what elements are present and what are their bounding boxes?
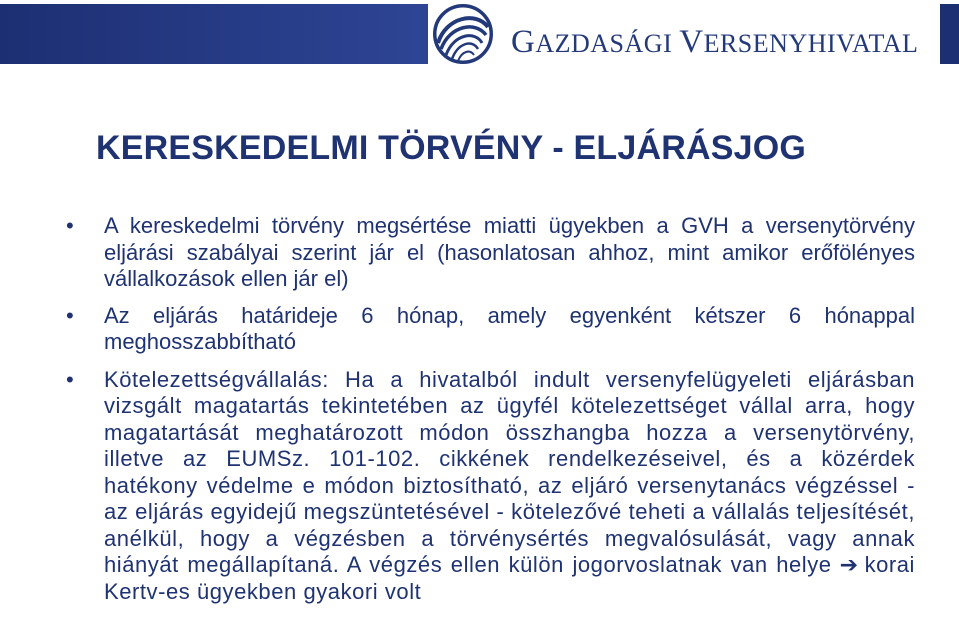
bullet-text: Kötelezettségvállalás: Ha a hivatalból indult versenyfelügyeleti eljárásban vizsgált magatartás tekintetében az ügyfél kötelezettséget vállal arra, hogy magatartását meghatározott módon összhangba hozza a versenytörvény, illetve az EUMSz. 101-102. cikkének rendelkezéseivel, és a közérdek hatékony védelme e módon biztosítható, az eljáró versenytanács végzéssel - az eljárás egyidejű megszüntetésével - kötelezővé teheti a vállalás teljesítését, anélkül, hogy a végzésben a törvénysértés megvalósulását, vagy annak hiányát megállapítaná. A végzés ellen külön jogorvoslatnak van helye <box>104 366 915 577</box>
bullet-text: A kereskedelmi törvény megsértése miatti ügyekben a GVH a versenytörvény eljárási szabályai szerint jár el (hasonlatosan ahhoz, mint amikor erőfölényes vállalkozások ellen jár el) <box>104 213 915 291</box>
list-item <box>60 213 915 293</box>
header-bar-tail <box>940 4 959 64</box>
list-item <box>60 367 915 606</box>
list-item <box>60 303 915 356</box>
slide-title: KERESKEDELMI TÖRVÉNY - ELJÁRÁSJOG <box>96 129 807 167</box>
brand-name: GAZDASÁGI VERSENYHIVATAL <box>511 24 919 60</box>
bullet-tail-text: korai Kertv-es ügyekben gyakori volt <box>104 552 915 604</box>
bullet-paragraph <box>104 367 915 606</box>
header-band <box>0 0 959 68</box>
header-bar <box>0 4 428 64</box>
right-arrow-icon: ➔ <box>839 552 859 577</box>
bullet-icon: • <box>66 213 74 238</box>
bullet-text: Az eljárás határideje 6 hónap, amely egyenként kétszer 6 hónappal meghosszabbítható <box>104 302 915 354</box>
bullet-list <box>60 213 915 605</box>
bullet-icon: • <box>66 302 74 328</box>
bullet-icon: • <box>66 366 74 392</box>
gvh-swirl-logo-icon <box>432 3 494 65</box>
